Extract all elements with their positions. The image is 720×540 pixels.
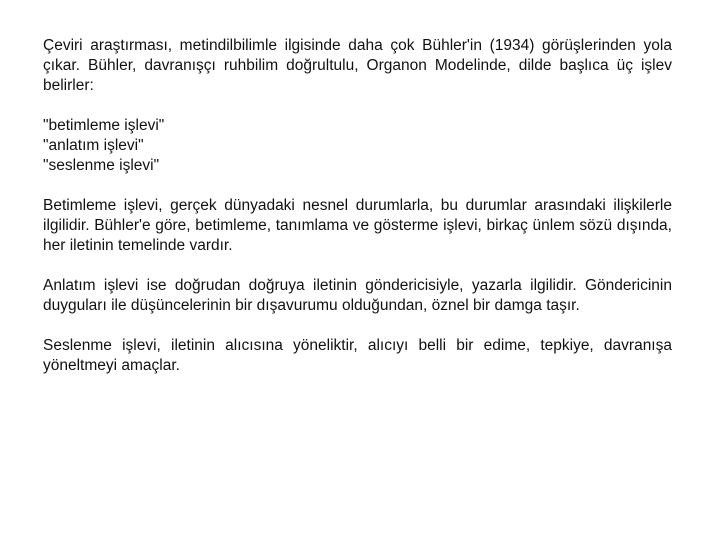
seslenme-paragraph: Seslenme işlevi, iletinin alıcısına yöneliktir, alıcıyı belli bir edime, tepkiye, davranışa yöneltmeyi amaçlar. [43, 337, 672, 374]
list-item-betimleme: "betimleme işlevi" [43, 117, 165, 134]
list-item-anlatim: "anlatım işlevi" [43, 137, 144, 154]
document-body [43, 36, 672, 376]
list-item-seslenme: "seslenme işlevi" [43, 157, 160, 174]
functions-list [43, 116, 672, 176]
betimleme-paragraph: Betimleme işlevi, gerçek dünyadaki nesnel durumlarla, bu durumlar arasındaki ilişkilerle ilgilidir. Bühler'e göre, betimleme, tanımlama ve gösterme işlevi, birkaç ünlem sözü dışında, her iletinin temelinde vardır. [43, 197, 672, 254]
intro-paragraph: Çeviri araştırması, metindilbilimle ilgisinde daha çok Bühler'in (1934) görüşlerinden yola çıkar. Bühler, davranışçı ruhbilim doğrultulu, Organon Modelinde, dilde başlıca üç işlev belirler: [43, 37, 672, 94]
anlatim-paragraph: Anlatım işlevi ise doğrudan doğruya iletinin göndericisiyle, yazarla ilgilidir. Göndericinin duyguları ile düşüncelerinin bir dışavurumu olduğundan, öznel bir damga taşır. [43, 277, 672, 314]
